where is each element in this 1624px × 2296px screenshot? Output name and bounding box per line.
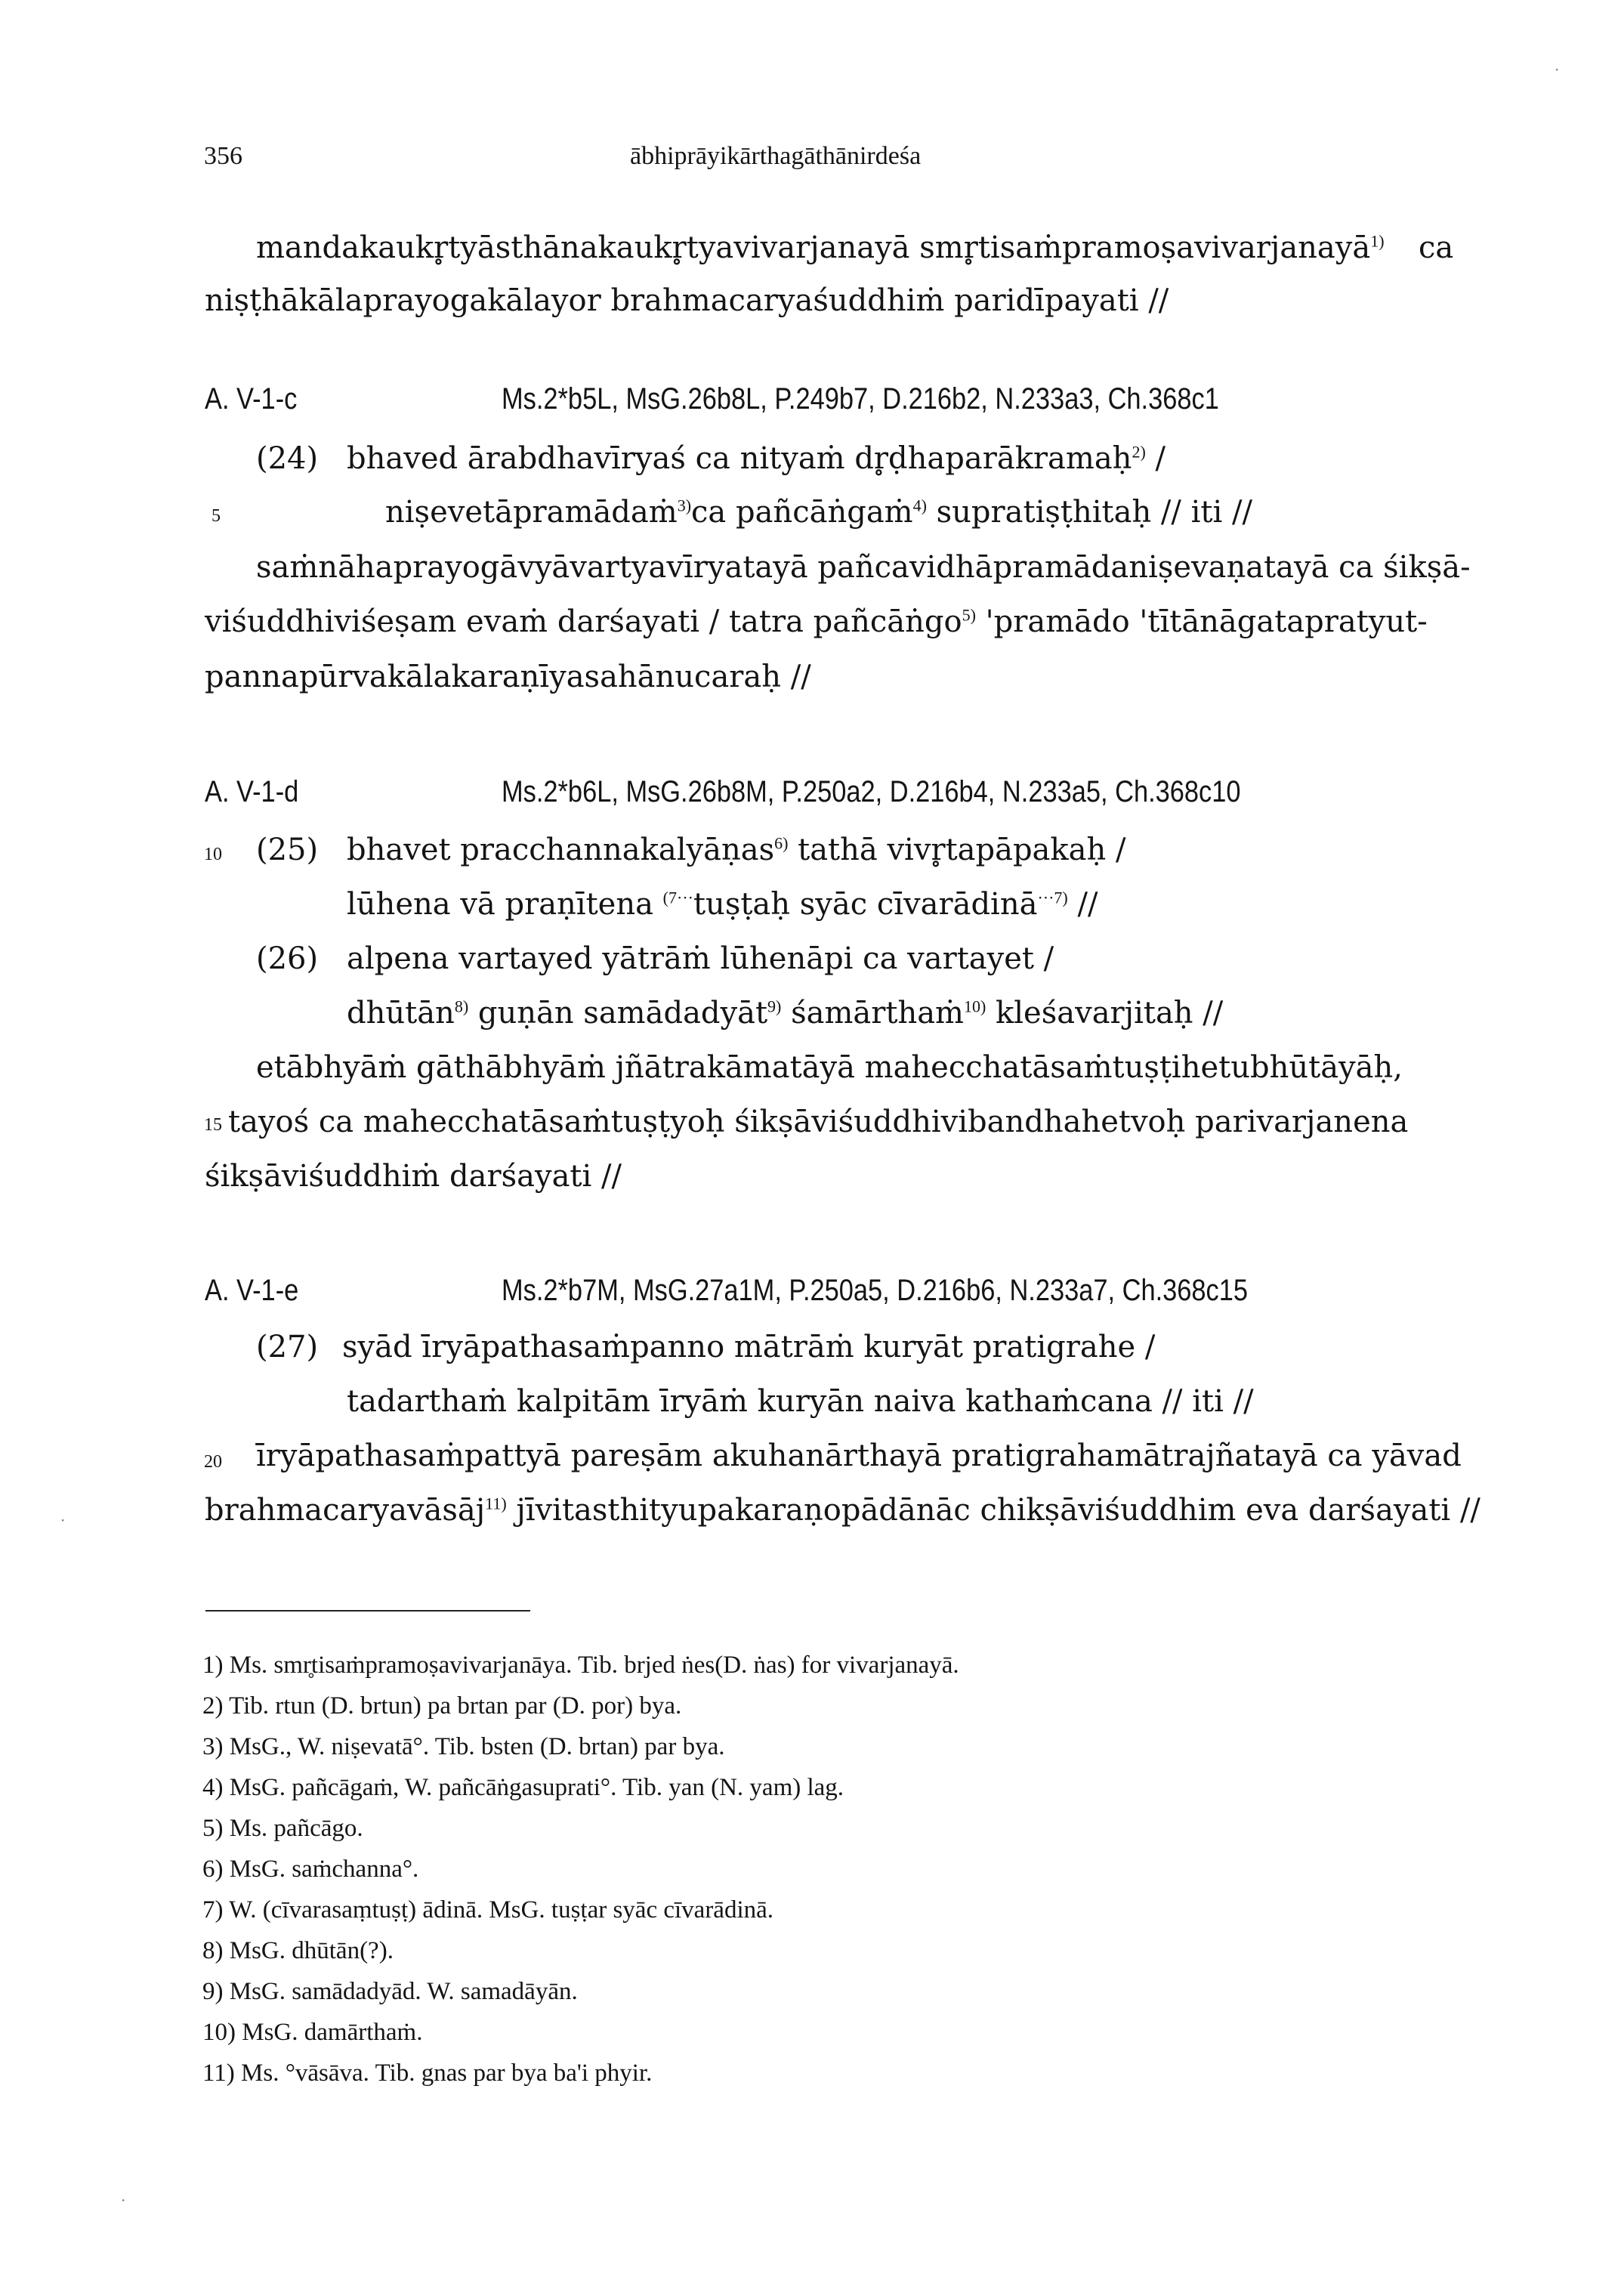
page-number: 356 xyxy=(204,142,242,170)
commentary-line: saṁnāhaprayogāvyāvartyavīryatayā pañcavidhāpramādaniṣevaṇatayā ca śikṣā- xyxy=(256,550,1471,585)
footnote: 3) MsG., W. niṣevatā°. Tib. bsten (D. brtan) par bya. xyxy=(202,1733,725,1760)
footnote-ref: 8) xyxy=(454,997,469,1016)
text-segment: ca pañcāṅgaṁ xyxy=(691,495,913,530)
text-segment: 'pramādo 'tītānāgatapratyut- xyxy=(985,604,1428,639)
footnote: 4) MsG. pañcāgaṁ, W. pañcāṅgasuprati°. Tib. yan (N. yam) lag. xyxy=(202,1774,844,1801)
scan-speck: · xyxy=(60,1511,66,1529)
verse-line xyxy=(347,996,1223,1031)
footnote: 6) MsG. saṁchanna°. xyxy=(202,1856,419,1883)
verse-number: (24) xyxy=(256,441,319,476)
text-segment: dhūtān xyxy=(347,996,455,1031)
footnote-ref: 6) xyxy=(774,833,789,853)
footnote: 2) Tib. rtun (D. brtun) pa brtan par (D. por) bya. xyxy=(202,1692,682,1720)
commentary-line xyxy=(205,1493,1480,1528)
line-number: 15 xyxy=(204,1115,222,1135)
footnote-ref: 5) xyxy=(962,605,976,625)
verse-line: alpena vartayed yātrāṁ lūhenāpi ca vartayet / xyxy=(347,941,1054,976)
text-segment xyxy=(976,604,986,639)
footnote: 1) Ms. smr̥tisaṁpramoṣavivarjanāya. Tib. brjed ṅes(D. ṅas) for vivarjanayā. xyxy=(202,1652,959,1679)
section-label: A. V-1-d xyxy=(205,775,299,808)
text-line-1 xyxy=(256,230,1385,265)
verse-line: syād īryāpathasaṁpanno mātrāṁ kuryāt pratigrahe / xyxy=(342,1330,1156,1364)
verse-line xyxy=(385,495,1252,530)
commentary-line: etābhyāṁ gāthābhyāṁ jñātrakāmatāyā mahecchatāsaṁtuṣṭihetubhūtāyāḥ, xyxy=(256,1050,1403,1085)
text-segment: / xyxy=(1145,441,1166,476)
running-title: ābhiprāyikārthagāthānirdeśa xyxy=(630,142,922,170)
scan-speck: · xyxy=(121,2191,126,2209)
footnote-ref: ···7) xyxy=(1037,888,1068,907)
commentary-line xyxy=(205,604,1428,639)
text-segment: brahmacaryavāsāj xyxy=(205,1493,486,1528)
commentary-line: tayoś ca mahecchatāsaṁtuṣṭyoḥ śikṣāviśuddhivibandhahetvoḥ parivarjanena xyxy=(228,1105,1409,1139)
section-reference: Ms.2*b5L, MsG.26b8L, P.249b7, D.216b2, N.233a3, Ch.368c1 xyxy=(502,382,1219,416)
text-segment: viśuddhiviśeṣam evaṁ darśayati / tatra pañcāṅgo xyxy=(205,604,962,639)
section-reference: Ms.2*b6L, MsG.26b8M, P.250a2, D.216b4, N.233a5, Ch.368c10 xyxy=(502,775,1241,808)
text-segment: bhavet pracchannakalyāṇas xyxy=(347,833,775,867)
section-label: A. V-1-e xyxy=(205,1274,299,1307)
scan-speck: · xyxy=(1555,60,1560,79)
verse-number: (25) xyxy=(256,833,319,867)
footnote-ref: 4) xyxy=(912,496,927,515)
commentary-line: pannapūrvakālakaraṇīyasahānucaraḥ // xyxy=(205,660,811,694)
footnote-ref: 2) xyxy=(1132,442,1146,462)
text-segment: lūhena vā praṇītena xyxy=(347,887,663,922)
text-segment: // xyxy=(1067,887,1098,922)
commentary-line: īryāpathasaṁpattyā pareṣām akuhanārthayā pratigrahamātrajñatayā ca yāvad xyxy=(256,1438,1462,1473)
footnote: 7) W. (cīvarasaṃtuṣṭ) ādinā. MsG. tuṣṭar syāc cīvarādinā. xyxy=(202,1896,774,1924)
footnote-ref: 11) xyxy=(485,1494,507,1513)
verse-number: (26) xyxy=(256,941,319,976)
line-number: 20 xyxy=(204,1452,222,1472)
footnote-ref: 3) xyxy=(677,496,692,515)
footnote-ref: 1) xyxy=(1370,231,1385,251)
verse-line xyxy=(347,833,1125,867)
footnote-divider xyxy=(205,1610,530,1612)
footnote: 8) MsG. dhūtān(?). xyxy=(202,1937,394,1964)
footnote: 11) Ms. °vāsāva. Tib. gnas par bya ba'i phyir. xyxy=(202,2060,653,2087)
footnote: 9) MsG. samādadyād. W. samadāyān. xyxy=(202,1978,578,2005)
verse-line xyxy=(347,887,1098,922)
footnote-ref: 9) xyxy=(767,997,782,1016)
text-segment: tuṣṭaḥ syāc cīvarādinā xyxy=(693,887,1038,922)
text-segment: bhaved ārabdhavīryaś ca nityaṁ dr̥ḍhaparākramaḥ xyxy=(347,441,1132,476)
verse-line xyxy=(347,441,1166,476)
footnote-ref: (7··· xyxy=(662,888,693,907)
line-number: 10 xyxy=(204,845,222,864)
text-line-2: niṣṭhākālaprayogakālayor brahmacaryaśuddhiṁ paridīpayati // xyxy=(205,283,1169,318)
text-line-1-end: ca xyxy=(1419,230,1454,265)
text-segment: supratiṣṭhitaḥ // iti // xyxy=(926,495,1252,530)
commentary-line: śikṣāviśuddhiṁ darśayati // xyxy=(205,1159,622,1194)
line-number: 5 xyxy=(211,506,221,526)
text-segment: mandakaukr̥tyāsthānakaukr̥tyavivarjanayā smr̥tisaṁpramoṣavivarjanayā xyxy=(256,230,1371,265)
footnote: 5) Ms. pañcāgo. xyxy=(202,1815,363,1842)
verse-number: (27) xyxy=(256,1330,319,1364)
text-segment: niṣevetāpramādaṁ xyxy=(385,495,678,530)
verse-line: tadarthaṁ kalpitām īryāṁ kuryān naiva kathaṁcana // iti // xyxy=(347,1384,1254,1419)
text-segment: kleśavarjitaḥ // xyxy=(986,996,1224,1031)
text-segment: guṇān samādadyāt xyxy=(468,996,768,1031)
section-reference: Ms.2*b7M, MsG.27a1M, P.250a5, D.216b6, N.233a7, Ch.368c15 xyxy=(502,1274,1249,1307)
text-segment: śamārthaṁ xyxy=(781,996,964,1031)
footnote-ref: 10) xyxy=(963,997,986,1016)
section-label: A. V-1-c xyxy=(205,382,298,416)
footnote: 10) MsG. damārthaṁ. xyxy=(202,2019,423,2046)
text-segment: tathā vivr̥tapāpakaḥ / xyxy=(788,833,1126,867)
text-segment: jīvitasthityupakaraṇopādānāc chikṣāviśuddhim eva darśayati // xyxy=(506,1493,1480,1528)
